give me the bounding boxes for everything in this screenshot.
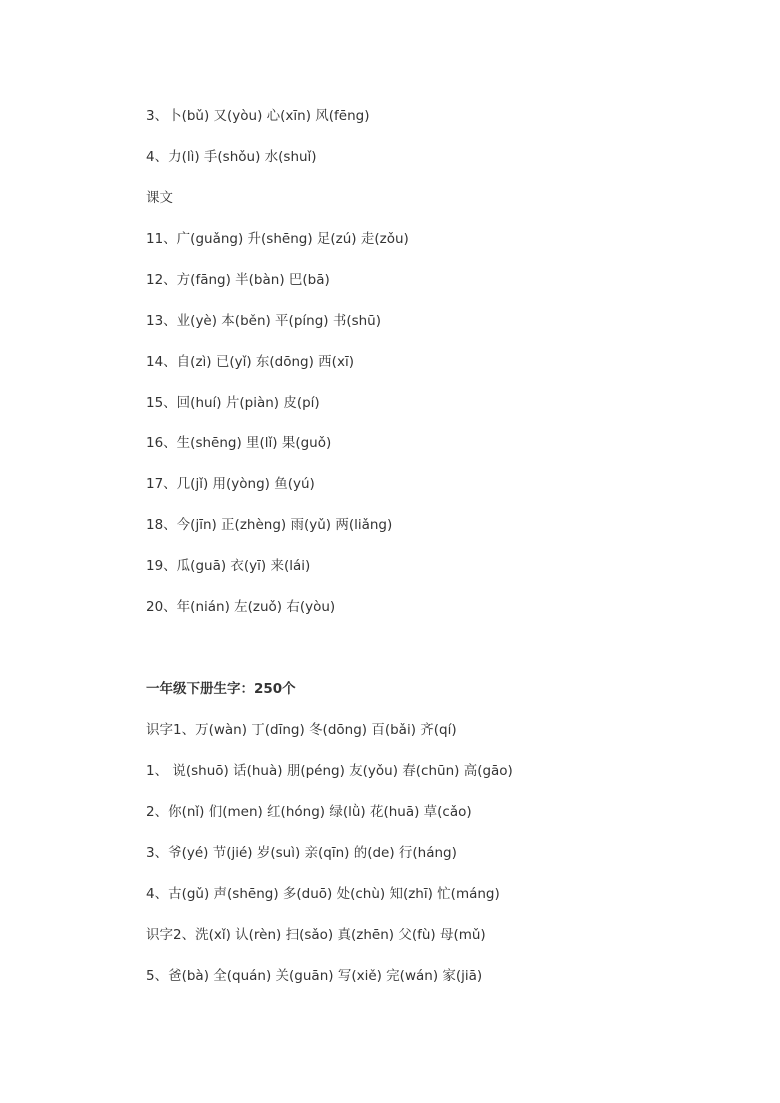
text-line: 16、生(shēng) 里(lǐ) 果(guǒ): [146, 435, 332, 451]
text-line: 1、 说(shuō) 话(huà) 朋(péng) 友(yǒu) 春(chūn) 高(gāo): [146, 763, 513, 779]
text-line: 13、业(yè) 本(běn) 平(píng) 书(shū): [146, 313, 382, 329]
text-line: 19、瓜(guā) 衣(yī) 来(lái): [146, 558, 311, 574]
text-line: 18、今(jīn) 正(zhèng) 雨(yǔ) 两(liǎng): [146, 517, 393, 533]
text-line: 4、古(gǔ) 声(shēng) 多(duō) 处(chù) 知(zhī) 忙(máng): [146, 886, 500, 902]
text-line: 15、回(huí) 片(piàn) 皮(pí): [146, 395, 320, 411]
text-line: 识字2、洗(xǐ) 认(rèn) 扫(sǎo) 真(zhēn) 父(fù) 母(mǔ): [146, 927, 486, 943]
text-line: 11、广(guǎng) 升(shēng) 足(zú) 走(zǒu): [146, 231, 409, 247]
text-line: 识字1、万(wàn) 丁(dīng) 冬(dōng) 百(bǎi) 齐(qí): [146, 722, 457, 738]
text-line: 14、自(zì) 已(yǐ) 东(dōng) 西(xī): [146, 354, 354, 370]
section-heading: 一年级下册生字：250个: [146, 681, 296, 697]
text-line: 4、力(lì) 手(shǒu) 水(shuǐ): [146, 149, 317, 165]
text-line: 17、几(jǐ) 用(yòng) 鱼(yú): [146, 476, 315, 492]
text-line: 12、方(fāng) 半(bàn) 巴(bā): [146, 272, 330, 288]
text-line: 5、爸(bà) 全(quán) 关(guān) 写(xiě) 完(wán) 家(jiā): [146, 968, 483, 984]
text-line: 3、爷(yé) 节(jié) 岁(suì) 亲(qīn) 的(de) 行(háng): [146, 845, 457, 861]
section-label: 课文: [146, 190, 173, 206]
text-line: 20、年(nián) 左(zuǒ) 右(yòu): [146, 599, 336, 615]
text-line: 2、你(nǐ) 们(men) 红(hóng) 绿(lǜ) 花(huā) 草(cǎo): [146, 804, 472, 820]
text-line: 3、卜(bǔ) 又(yòu) 心(xīn) 风(fēng): [146, 108, 370, 124]
